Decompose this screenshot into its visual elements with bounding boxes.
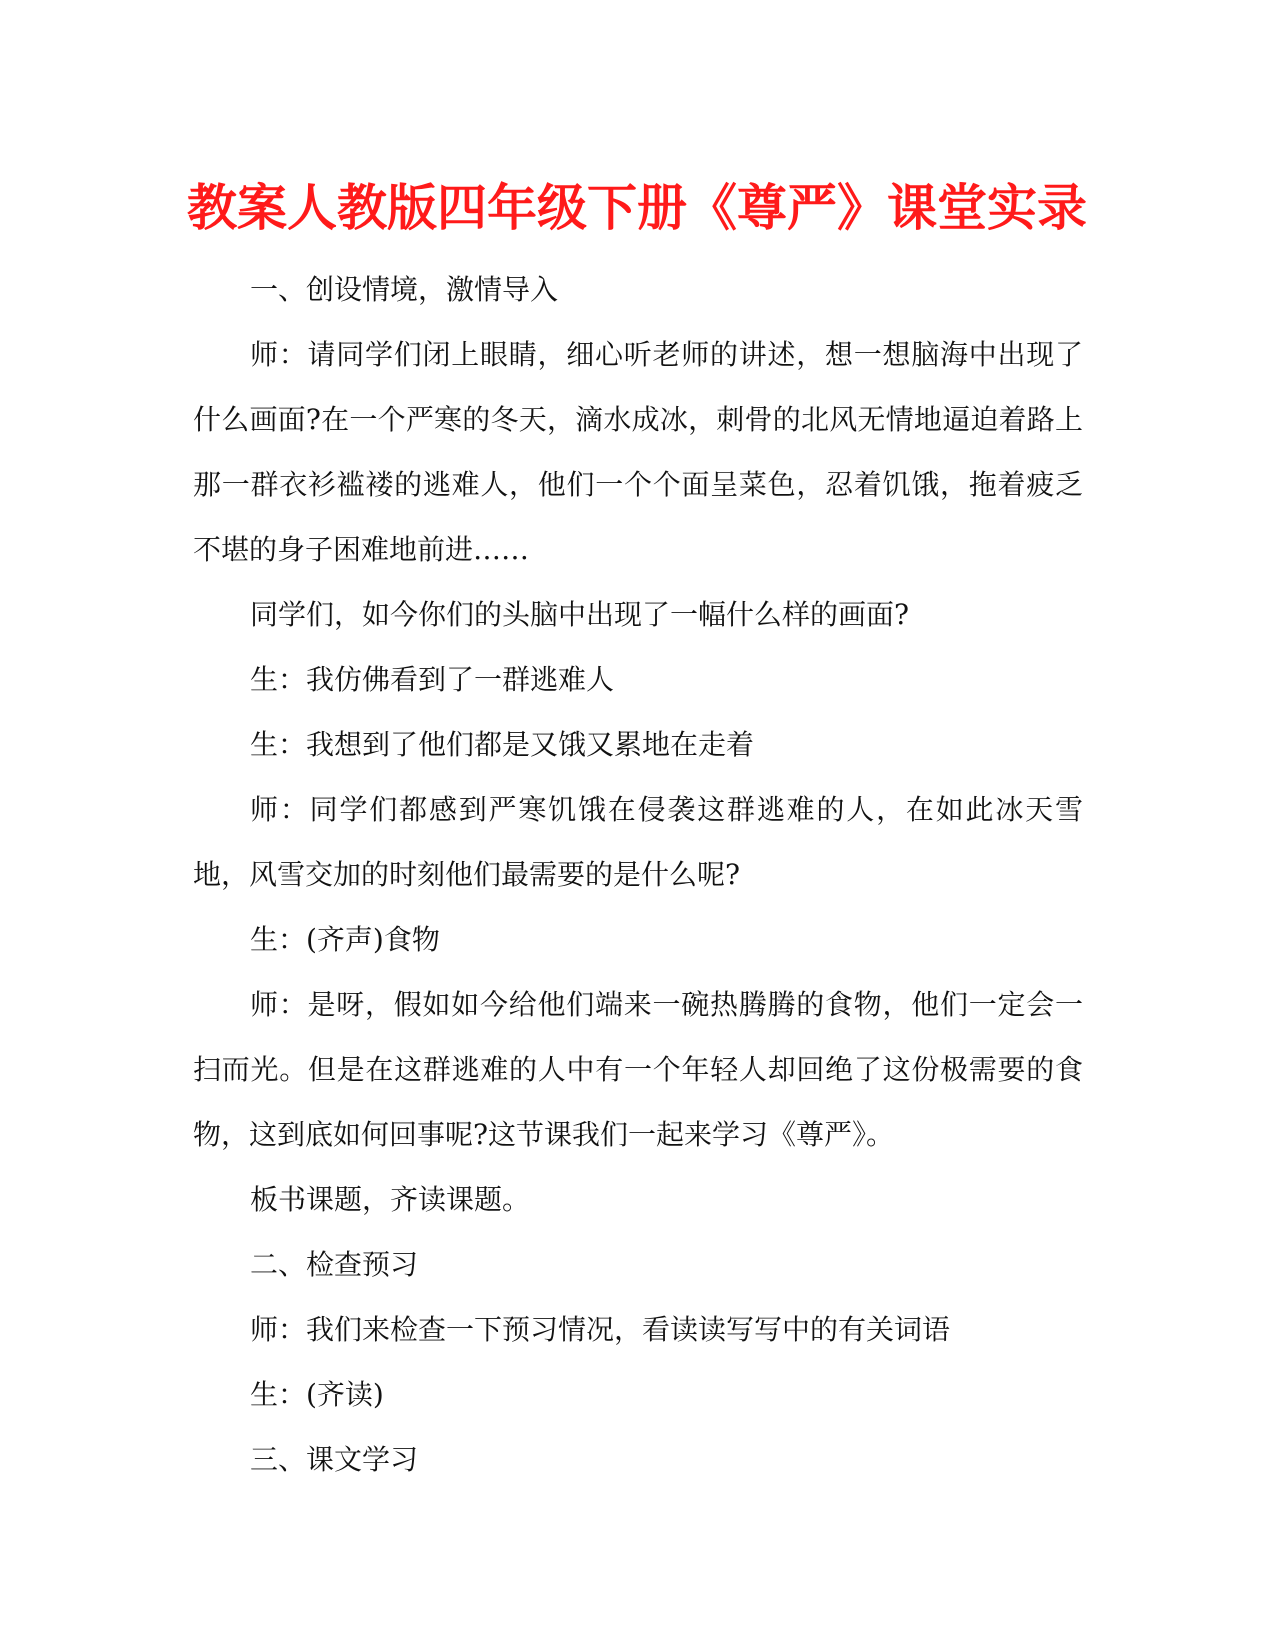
section-heading-2: 二、检查预习 (250, 1248, 419, 1281)
document-body (193, 257, 1083, 1492)
paragraph: 生：我想到了他们都是又饿又累地在走着 (250, 728, 755, 761)
section-heading-3: 三、课文学习 (250, 1443, 419, 1476)
paragraph: 生：我仿佛看到了一群逃难人 (250, 663, 615, 696)
paragraph: 师：请同学们闭上眼睛，细心听老师的讲述，想一想脑海中出现了什么画面?在一个严寒的冬天，滴水成冰，刺骨的北风无情地逼迫着路上那一群衣衫褴褛的逃难人，他们一个个面呈菜色，忍着饥饿，拖着疲乏不堪的身子困难地前进…… (193, 338, 1083, 566)
paragraph: 师：我们来检查一下预习情况，看读读写写中的有关词语 (250, 1313, 951, 1346)
paragraph: 板书课题，齐读课题。 (250, 1183, 531, 1216)
document-title: 教案人教版四年级下册《尊严》课堂实录 (187, 179, 1087, 237)
paragraph: 师：同学们都感到严寒饥饿在侵袭这群逃难的人，在如此冰天雪地，风雪交加的时刻他们最需要的是什么呢? (193, 793, 1083, 891)
paragraph: 生：(齐声)食物 (250, 923, 440, 956)
paragraph: 师：是呀，假如如今给他们端来一碗热腾腾的食物，他们一定会一扫而光。但是在这群逃难的人中有一个年轻人却回绝了这份极需要的食物，这到底如何回事呢?这节课我们一起来学习《尊严》。 (193, 988, 1083, 1151)
paragraph: 同学们，如今你们的头脑中出现了一幅什么样的画面? (250, 598, 910, 631)
paragraph: 生：(齐读) (250, 1378, 384, 1411)
section-heading-1: 一、创设情境，激情导入 (250, 273, 559, 306)
